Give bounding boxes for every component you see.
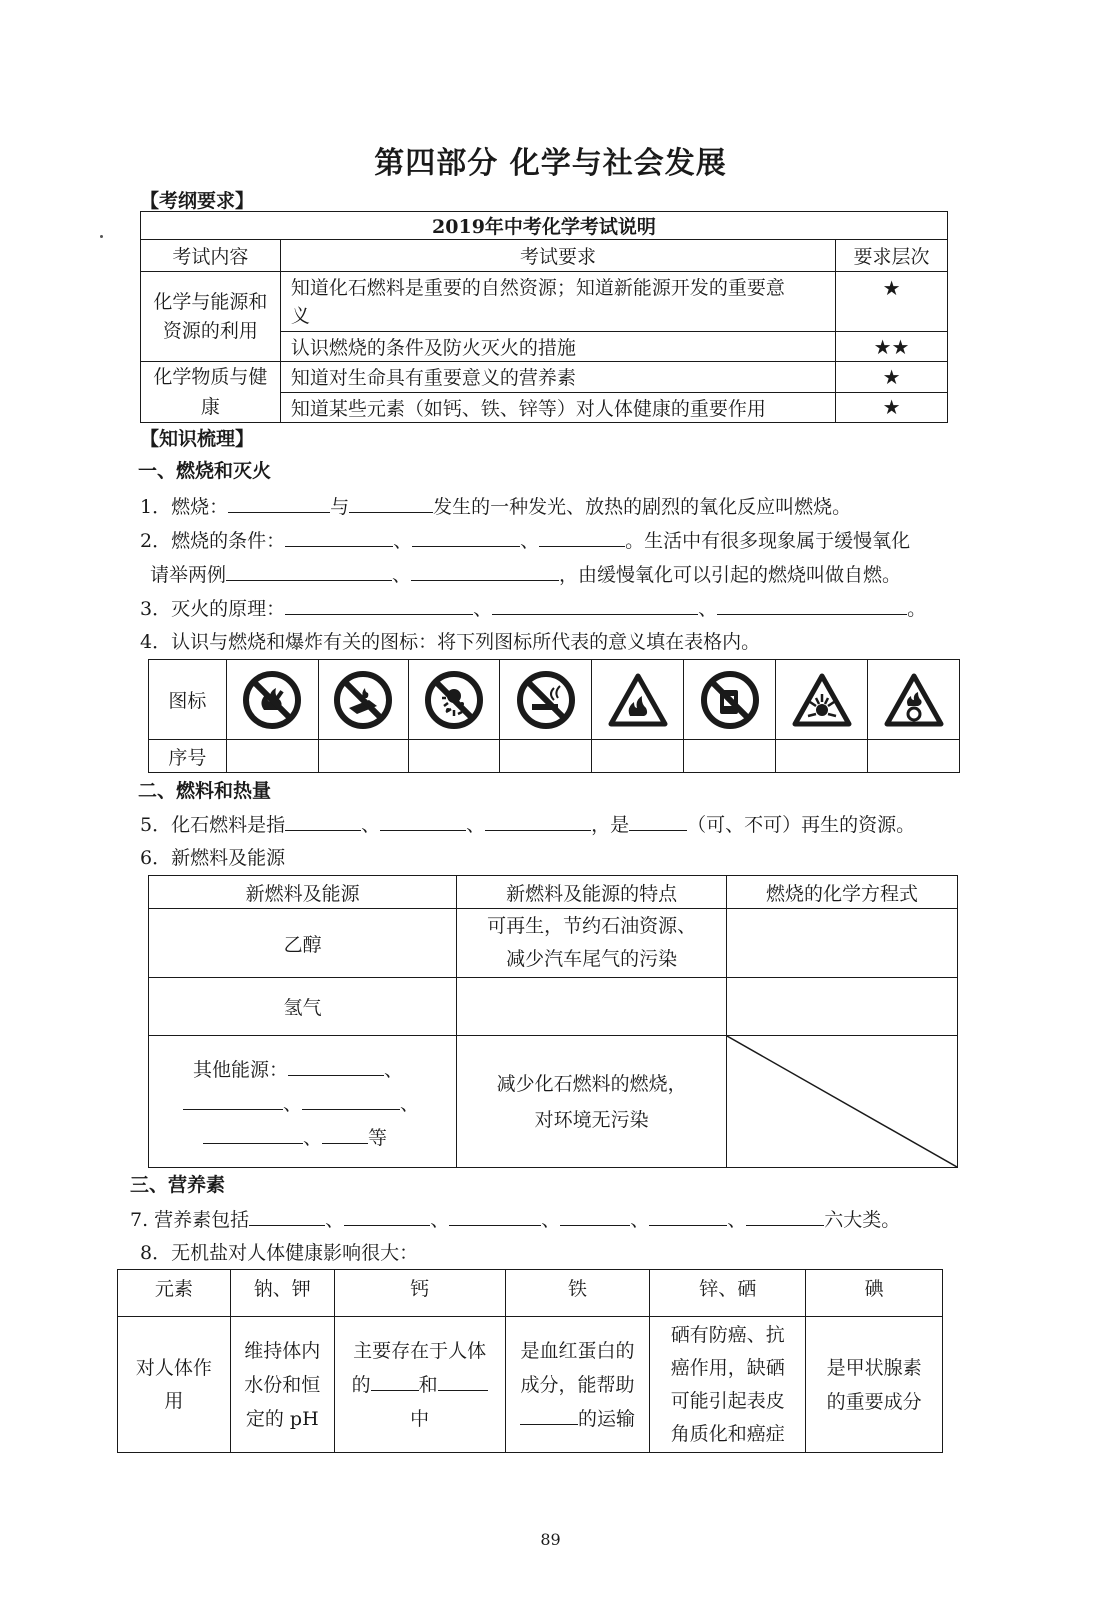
requirement-line: 知道化石燃料是重要的自然资源；知道新能源开发的重要意: [290, 276, 785, 299]
content-line: 化学物质与健: [153, 366, 268, 388]
q-text: 的: [351, 1373, 371, 1396]
q-text: 、: [361, 814, 381, 836]
effect-line: 成分，能帮助: [520, 1373, 635, 1396]
q-text: 、: [392, 564, 412, 586]
question-7: [130, 1205, 900, 1232]
col-header-i: 碘: [806, 1270, 943, 1317]
answer-blank[interactable]: [285, 597, 473, 615]
q-text: 。: [907, 598, 927, 620]
other-energy-feature: [457, 1036, 727, 1168]
requirement-cell: 知道某些元素（如钙、铁、锌等）对人体健康的重要作用: [280, 392, 835, 423]
effect-line: [335, 1368, 505, 1402]
effect-i: [806, 1317, 943, 1453]
oxidizer-warning-icon: [884, 672, 944, 728]
question-2-cont: [150, 560, 901, 587]
safety-sign-table: [148, 659, 960, 773]
effect-line: 可能引起表皮: [670, 1389, 785, 1412]
level-stars: ★★: [836, 332, 948, 362]
row-label-number: 序号: [149, 740, 227, 773]
col-header-zn-se: 锌、硒: [650, 1270, 806, 1317]
answer-blank[interactable]: [746, 1208, 824, 1226]
answer-cell[interactable]: [457, 978, 727, 1036]
q-text: 发生的一种发光、放热的剧烈的氧化反应叫燃烧。: [433, 496, 852, 518]
q-text: 、: [541, 1209, 561, 1231]
mineral-table: [117, 1269, 943, 1453]
question-5: [140, 810, 915, 837]
content-line: 康: [200, 396, 220, 418]
answer-blank[interactable]: [492, 597, 698, 615]
answer-cell[interactable]: [684, 740, 776, 773]
question-4: 4．认识与燃烧和爆炸有关的图标：将下列图标所代表的意义填在表格内。: [140, 631, 761, 653]
other-energy-cell: [149, 1036, 457, 1168]
effect-line: 定的 pH: [245, 1407, 319, 1430]
requirement-line: 义: [290, 304, 310, 327]
feature-line: 减少汽车尾气的污染: [506, 948, 678, 970]
row-label-effect: [118, 1317, 231, 1453]
q-text: 、: [520, 530, 540, 552]
answer-blank[interactable]: [629, 813, 687, 831]
answer-blank[interactable]: [288, 1058, 384, 1076]
effect-line: 硒有防癌、抗: [670, 1323, 785, 1346]
level-stars: ★: [836, 392, 948, 423]
answer-blank[interactable]: [411, 563, 559, 581]
knowledge-heading: 【知识梳理】: [140, 428, 255, 450]
q-text: ，由缓慢氧化可以引起的燃烧叫做自燃。: [559, 564, 902, 586]
answer-blank[interactable]: [449, 1208, 541, 1226]
effect-line: 主要存在于人体: [353, 1339, 487, 1362]
q-text: 1．燃烧：: [140, 496, 229, 518]
q-text: 、: [430, 1209, 450, 1231]
sign-cell: [592, 660, 684, 740]
answer-cell[interactable]: [726, 978, 957, 1036]
effect-line: 是甲状腺素: [826, 1356, 922, 1379]
effect-zn-se: [650, 1317, 806, 1453]
other-energy-line: [149, 1053, 456, 1087]
effect-fe: [505, 1317, 650, 1453]
col-header-na-k: 钠、钾: [230, 1270, 334, 1317]
q-text: 、: [630, 1209, 650, 1231]
answer-blank[interactable]: [285, 529, 393, 547]
q-text: 5．化石燃料是指: [140, 814, 286, 836]
fuel-hydrogen: 氢气: [149, 978, 457, 1036]
content-line: 资源的利用: [162, 319, 258, 342]
q-text: （可、不可）再生的资源。: [687, 814, 916, 836]
scan-speck: [100, 235, 103, 238]
requirement-cell: [280, 272, 835, 332]
no-smoking-icon: [516, 670, 576, 730]
q-text: 的运输: [577, 1407, 635, 1430]
q-text: 其他能源：: [193, 1058, 289, 1081]
fuel-ethanol: 乙醇: [149, 909, 457, 978]
page-title: 第四部分 化学与社会发展: [374, 146, 727, 181]
other-energy-line: [149, 1087, 456, 1121]
q-text: 请举两例: [150, 564, 227, 586]
level-stars: ★: [836, 272, 948, 332]
q-text: 2．燃烧的条件：: [140, 530, 286, 552]
effect-line: 角质化和癌症: [670, 1422, 785, 1445]
answer-blank[interactable]: [539, 529, 625, 547]
answer-cell[interactable]: [776, 740, 868, 773]
diagonal-line: [727, 1036, 957, 1167]
feature-line: 减少化石燃料的燃烧，: [496, 1072, 687, 1095]
answer-blank[interactable]: [285, 813, 361, 831]
effect-line: 水份和恒: [244, 1373, 321, 1396]
answer-cell[interactable]: [500, 740, 592, 773]
answer-cell[interactable]: [868, 740, 960, 773]
col-header-ca: 钙: [334, 1270, 505, 1317]
content-line: 化学与能源和: [153, 290, 268, 313]
sign-cell: [500, 660, 592, 740]
effect-line: 是血红蛋白的: [520, 1339, 635, 1362]
no-lighting-fire-icon: [333, 670, 393, 730]
sign-cell: [318, 660, 408, 740]
q-text: 等: [368, 1126, 388, 1149]
effect-na-k: [230, 1317, 334, 1453]
outline-heading: 【考纲要求】: [140, 190, 255, 212]
feature-line: 对环境无污染: [534, 1108, 649, 1131]
q-text: 和: [418, 1373, 438, 1396]
outline-table: [140, 211, 948, 423]
col-header-content: 考试内容: [141, 240, 281, 272]
answer-cell[interactable]: [226, 740, 318, 773]
outline-table-title: 2019年中考化学考试说明: [141, 212, 948, 240]
q-text: 、: [466, 814, 486, 836]
question-3: [140, 594, 926, 621]
label-line: 用: [164, 1389, 184, 1412]
section-1-heading: 一、燃烧和灭火: [138, 460, 272, 482]
level-stars: ★: [836, 362, 948, 393]
explosive-warning-icon: [792, 672, 852, 728]
no-flammable-storage-icon: [700, 670, 760, 730]
question-1: [140, 492, 851, 519]
effect-line: 中: [410, 1407, 430, 1430]
no-fireworks-icon: [424, 670, 484, 730]
sign-cell: [408, 660, 500, 740]
crossed-out-cell: [726, 1036, 957, 1168]
answer-cell[interactable]: [592, 740, 684, 773]
answer-blank[interactable]: [485, 813, 591, 831]
effect-line: 维持体内: [244, 1339, 321, 1362]
question-6: 6．新燃料及能源: [140, 847, 286, 869]
section-2-heading: 二、燃料和热量: [138, 780, 272, 802]
section-3-heading: 三、营养素: [130, 1174, 226, 1196]
label-line: 对人体作: [135, 1356, 212, 1379]
effect-ca: [334, 1317, 505, 1453]
answer-cell[interactable]: [318, 740, 408, 773]
q-text: 、: [303, 1126, 323, 1149]
answer-blank[interactable]: [302, 1092, 400, 1110]
q-text: ，是: [591, 814, 630, 836]
sign-cell: [226, 660, 318, 740]
q-text: 六大类。: [824, 1209, 901, 1231]
q-text: 、: [473, 598, 493, 620]
ethanol-feature: [457, 909, 727, 978]
q-text: 、: [393, 530, 413, 552]
answer-blank[interactable]: [649, 1208, 727, 1226]
sign-cell: [868, 660, 960, 740]
answer-blank[interactable]: [228, 495, 330, 513]
answer-blank[interactable]: [322, 1126, 368, 1144]
flammable-warning-icon: [608, 672, 668, 728]
effect-line: 癌作用，缺硒: [670, 1356, 785, 1379]
effect-line: 的重要成分: [826, 1390, 922, 1413]
other-energy-line: [149, 1121, 456, 1155]
col-header-feature: 新燃料及能源的特点: [457, 876, 727, 909]
q-text: 、: [283, 1092, 303, 1115]
sign-cell: [684, 660, 776, 740]
answer-blank[interactable]: [203, 1126, 303, 1144]
answer-blank[interactable]: [438, 1373, 488, 1391]
col-header-fuel: 新燃料及能源: [149, 876, 457, 909]
q-text: 3．灭火的原理：: [140, 598, 286, 620]
answer-cell[interactable]: [408, 740, 500, 773]
q-text: 7. 营养素包括: [130, 1209, 250, 1231]
q-text: 、: [698, 598, 718, 620]
fuel-table: [148, 875, 958, 1168]
q-text: 。生活中有很多现象属于缓慢氧化: [625, 530, 911, 552]
answer-blank[interactable]: [560, 1208, 630, 1226]
col-header-equation: 燃烧的化学方程式: [726, 876, 957, 909]
col-header-fe: 铁: [505, 1270, 650, 1317]
no-open-flame-icon: [242, 670, 302, 730]
q-text: 、: [400, 1092, 420, 1115]
answer-cell[interactable]: [726, 909, 957, 978]
col-header-requirement: 考试要求: [280, 240, 835, 272]
answer-blank[interactable]: [717, 597, 907, 615]
q-text: 与: [330, 496, 350, 518]
answer-blank[interactable]: [226, 563, 392, 581]
q-text: 、: [384, 1058, 404, 1081]
q-text: 、: [325, 1209, 345, 1231]
feature-line: 可再生，节约石油资源、: [487, 915, 697, 937]
col-header-element: 元素: [118, 1270, 231, 1317]
page-number: 89: [540, 1530, 561, 1549]
requirement-cell: 知道对生命具有重要意义的营养素: [280, 362, 835, 393]
answer-blank[interactable]: [412, 529, 520, 547]
answer-blank[interactable]: [349, 495, 433, 513]
sign-cell: [776, 660, 868, 740]
effect-line: [506, 1402, 650, 1436]
question-2: [140, 526, 910, 553]
content-energy: [141, 272, 281, 362]
answer-blank[interactable]: [520, 1407, 578, 1425]
answer-blank[interactable]: [380, 813, 466, 831]
content-health: [141, 362, 281, 423]
row-label-sign: 图标: [149, 660, 227, 740]
question-8: 8．无机盐对人体健康影响很大：: [140, 1242, 419, 1264]
answer-blank[interactable]: [371, 1373, 419, 1391]
answer-blank[interactable]: [183, 1092, 283, 1110]
answer-blank[interactable]: [249, 1208, 325, 1226]
q-text: 、: [727, 1209, 747, 1231]
requirement-cell: 认识燃烧的条件及防火灭火的措施: [280, 332, 835, 362]
col-header-level: 要求层次: [836, 240, 948, 272]
answer-blank[interactable]: [344, 1208, 430, 1226]
